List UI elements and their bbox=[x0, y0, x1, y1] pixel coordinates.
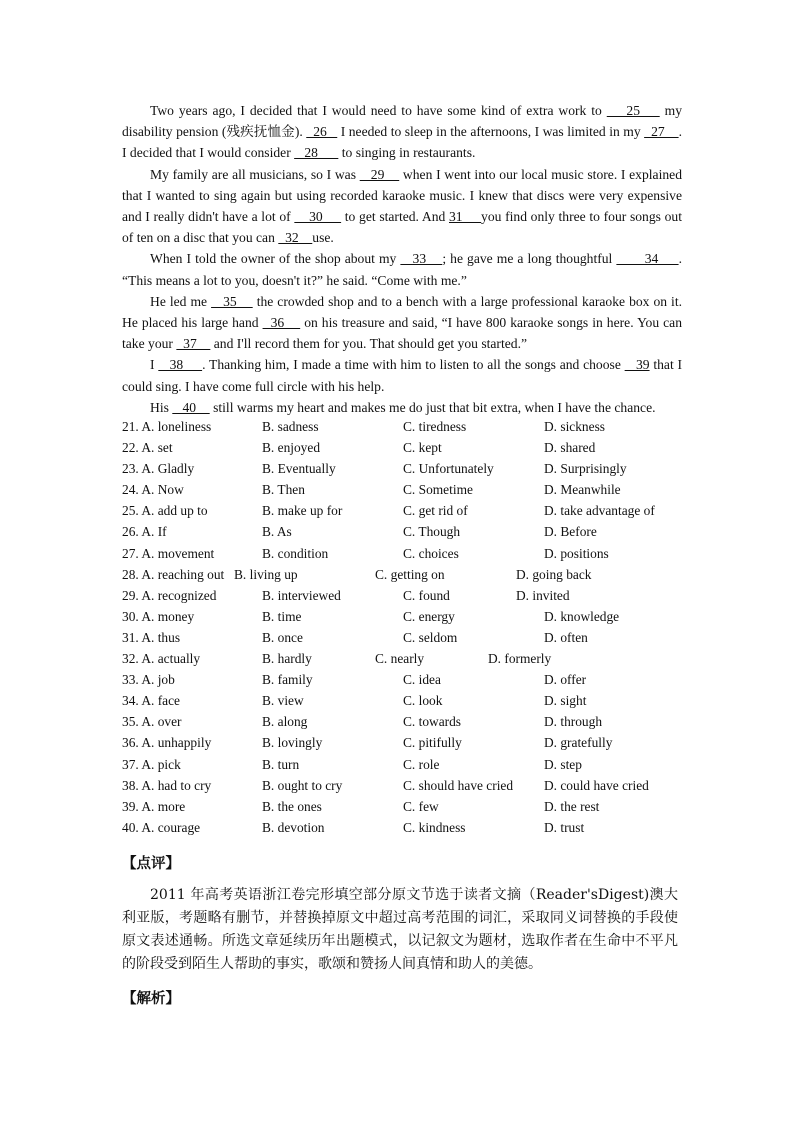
option-a: 26. A. If bbox=[122, 524, 167, 540]
option-row bbox=[122, 627, 722, 648]
option-a: 35. A. over bbox=[122, 714, 182, 730]
option-d: D. Before bbox=[544, 524, 597, 540]
option-d: D. going back bbox=[516, 566, 592, 582]
blank-39: 39 bbox=[624, 357, 650, 373]
option-a: 38. A. had to cry bbox=[122, 777, 212, 793]
option-c: C. Unfortunately bbox=[403, 461, 494, 477]
option-c: C. kept bbox=[403, 440, 442, 456]
option-c: C. should have cried bbox=[403, 777, 514, 793]
option-a: 32. A. actually bbox=[122, 651, 201, 667]
option-d: D. sickness bbox=[544, 419, 605, 434]
option-c: C. seldom bbox=[403, 629, 458, 645]
option-row bbox=[122, 606, 722, 627]
option-row bbox=[122, 775, 722, 796]
comment-section bbox=[122, 884, 678, 976]
option-a: 28. A. reaching out bbox=[122, 566, 225, 582]
option-d: D. Surprisingly bbox=[544, 461, 627, 477]
option-d: D. offer bbox=[544, 672, 587, 688]
text-run: still warms my heart and makes me do just that bit extra, when I have the chance. bbox=[209, 399, 656, 415]
text-run: my disability pension (残疾抚恤金). bbox=[122, 103, 682, 140]
text-run: . Thanking him, I made a time with him to listen to all the songs and choose bbox=[202, 357, 625, 373]
option-d: D. through bbox=[544, 714, 603, 730]
option-d: D. gratefully bbox=[544, 735, 613, 751]
text-run: you find only three to four songs out of ten on a disc that you can bbox=[122, 209, 682, 246]
paragraph-1 bbox=[122, 100, 682, 164]
option-c: C. Though bbox=[403, 524, 461, 540]
answer-options bbox=[122, 416, 722, 838]
option-a: 31. A. thus bbox=[122, 629, 181, 645]
option-row bbox=[122, 416, 722, 437]
option-d: D. Meanwhile bbox=[544, 482, 621, 498]
paragraph-3 bbox=[122, 248, 682, 290]
option-b: B. view bbox=[262, 693, 304, 709]
option-c: C. Sometime bbox=[403, 482, 473, 498]
text-run: use. bbox=[312, 230, 334, 246]
analysis-heading: 【解析】 bbox=[122, 991, 180, 1007]
option-a: 36. A. unhappily bbox=[122, 735, 212, 751]
blank-29: 29 bbox=[359, 166, 400, 182]
option-c: C. role bbox=[403, 756, 440, 772]
option-c: C. found bbox=[403, 587, 450, 603]
option-a: 34. A. face bbox=[122, 693, 181, 709]
option-b: B. the ones bbox=[262, 798, 322, 814]
option-a: 22. A. set bbox=[122, 440, 173, 456]
text-run: on his treasure and said, “I have 800 karaoke songs in here. You can take your bbox=[122, 315, 683, 352]
text-run: when I went into our local music store. I explained that I wanted to sing again but using recorded karaoke music. I knew that discs were very expensive and I really didn't have a lot of bbox=[122, 166, 682, 225]
text-run: Two years ago, I decided that I would need to have some kind of extra work to bbox=[150, 103, 607, 118]
text-run: . I decided that I would consider bbox=[122, 124, 682, 161]
blank-25: 25 bbox=[606, 103, 660, 118]
option-c: C. energy bbox=[403, 608, 455, 624]
option-a: 30. A. money bbox=[122, 608, 195, 624]
option-row bbox=[122, 500, 722, 521]
cloze-passage bbox=[122, 100, 682, 418]
option-row bbox=[122, 669, 722, 690]
blank-30: 30 bbox=[294, 209, 342, 225]
option-b: B. make up for bbox=[262, 503, 343, 519]
option-b: B. hardly bbox=[262, 651, 312, 667]
option-row bbox=[122, 711, 722, 732]
option-a: 23. A. Gladly bbox=[122, 461, 195, 477]
blank-35: 35 bbox=[211, 293, 253, 309]
blank-38: 38 bbox=[158, 357, 203, 373]
option-d: D. shared bbox=[544, 440, 596, 456]
paragraph-4 bbox=[122, 291, 682, 355]
paragraph-2 bbox=[122, 164, 682, 249]
option-row bbox=[122, 585, 722, 606]
paragraph-6 bbox=[122, 397, 682, 418]
option-b: B. Then bbox=[262, 482, 305, 498]
option-a: 25. A. add up to bbox=[122, 503, 208, 519]
blank-40: 40 bbox=[172, 399, 210, 415]
option-b: B. once bbox=[262, 629, 303, 645]
text-run: to get started. And bbox=[341, 209, 449, 225]
option-c: C. tiredness bbox=[403, 419, 467, 434]
option-b: B. ought to cry bbox=[262, 777, 343, 793]
option-c: C. get rid of bbox=[403, 503, 468, 519]
option-a: 27. A. movement bbox=[122, 545, 215, 561]
option-b: B. As bbox=[262, 524, 292, 540]
text-run: . “This means a lot to you, doesn't it?” he said. “Come with me.” bbox=[122, 251, 682, 288]
option-b: B. family bbox=[262, 672, 313, 688]
option-row bbox=[122, 754, 722, 775]
blank-33: 33 bbox=[400, 251, 443, 267]
option-c: C. few bbox=[403, 798, 439, 814]
text-run: ; he gave me a long thoughtful bbox=[442, 251, 617, 267]
option-row bbox=[122, 521, 722, 542]
option-b: B. living up bbox=[234, 566, 298, 582]
option-c: C. towards bbox=[403, 714, 462, 730]
option-a: 39. A. more bbox=[122, 798, 186, 814]
option-c: C. idea bbox=[403, 672, 441, 688]
option-b: B. sadness bbox=[262, 419, 319, 434]
option-c: C. kindness bbox=[403, 819, 466, 835]
text-run: the crowded shop and to a bench with a large professional karaoke box on it. He placed his large hand bbox=[122, 293, 683, 331]
option-row bbox=[122, 564, 722, 585]
option-a: 24. A. Now bbox=[122, 482, 184, 498]
text-run: I bbox=[150, 357, 159, 373]
option-a: 29. A. recognized bbox=[122, 587, 217, 603]
option-b: B. enjoyed bbox=[262, 440, 321, 456]
option-d: D. trust bbox=[544, 819, 585, 835]
option-d: D. could have cried bbox=[544, 777, 649, 793]
option-c: C. look bbox=[403, 693, 443, 709]
text-run: His bbox=[150, 399, 173, 415]
blank-28: 28 bbox=[294, 145, 339, 161]
blank-37: 37 bbox=[176, 336, 211, 352]
blank-32: 32 bbox=[278, 230, 313, 246]
option-row bbox=[122, 732, 722, 753]
option-row bbox=[122, 437, 722, 458]
option-row bbox=[122, 543, 722, 564]
option-c: C. nearly bbox=[375, 651, 425, 667]
option-row bbox=[122, 648, 722, 669]
option-a: 33. A. job bbox=[122, 672, 175, 688]
option-c: C. pitifully bbox=[403, 735, 462, 751]
text-run: and I'll record them for you. That should get you started.” bbox=[210, 336, 528, 352]
option-a: 37. A. pick bbox=[122, 756, 181, 772]
option-b: B. along bbox=[262, 714, 308, 730]
blank-36: 36 bbox=[262, 315, 301, 331]
paragraph-5 bbox=[122, 354, 682, 396]
option-b: B. time bbox=[262, 608, 302, 624]
option-row bbox=[122, 458, 722, 479]
text-run: When I told the owner of the shop about my bbox=[150, 251, 401, 267]
option-c: C. choices bbox=[403, 545, 459, 561]
option-b: B. interviewed bbox=[262, 587, 341, 603]
option-c: C. getting on bbox=[375, 566, 445, 582]
option-d: D. knowledge bbox=[544, 608, 620, 624]
option-d: D. take advantage of bbox=[544, 503, 655, 519]
comment-text: 2011 年高考英语浙江卷完形填空部分原文节选于读者文摘（Reader'sDigest)澳大利亚版，考题略有删节，并替换掉原文中超过高考范围的词汇，采取同义词替换的手段使原文表述通畅。所选文章延续历年出题模式，以记叙文为题材，选取作者在生命中不平凡的阶段受到陌生人帮助的事实，歌颂和赞扬人间真情和助人的美德。 bbox=[122, 887, 678, 972]
option-d: D. sight bbox=[544, 693, 587, 709]
option-a: 21. A. loneliness bbox=[122, 419, 212, 434]
option-row bbox=[122, 690, 722, 711]
option-row bbox=[122, 796, 722, 817]
option-b: B. Eventually bbox=[262, 461, 336, 477]
option-b: B. lovingly bbox=[262, 735, 323, 751]
option-a: 40. A. courage bbox=[122, 819, 201, 835]
text-run: I needed to sleep in the afternoons, I was limited in my bbox=[337, 124, 645, 140]
option-b: B. condition bbox=[262, 545, 329, 561]
text-run: My family are all musicians, so I was bbox=[150, 166, 360, 182]
option-d: D. the rest bbox=[544, 798, 600, 814]
option-d: D. formerly bbox=[488, 651, 552, 667]
option-d: D. often bbox=[544, 629, 588, 645]
option-row bbox=[122, 817, 722, 838]
option-d: D. step bbox=[544, 756, 582, 772]
option-d: D. invited bbox=[516, 587, 570, 603]
comment-heading: 【点评】 bbox=[122, 856, 180, 872]
blank-27: 27 bbox=[644, 124, 679, 140]
option-b: B. devotion bbox=[262, 819, 325, 835]
blank-31: 31 bbox=[449, 209, 482, 225]
option-d: D. positions bbox=[544, 545, 609, 561]
option-row bbox=[122, 479, 722, 500]
blank-26: 26 bbox=[306, 124, 338, 140]
text-run: He led me bbox=[150, 293, 212, 309]
text-run: to singing in restaurants. bbox=[338, 145, 476, 161]
option-b: B. turn bbox=[262, 756, 300, 772]
text-run: that I could sing. I have come full circle with his help. bbox=[122, 357, 683, 394]
blank-34: 34 bbox=[616, 251, 679, 267]
